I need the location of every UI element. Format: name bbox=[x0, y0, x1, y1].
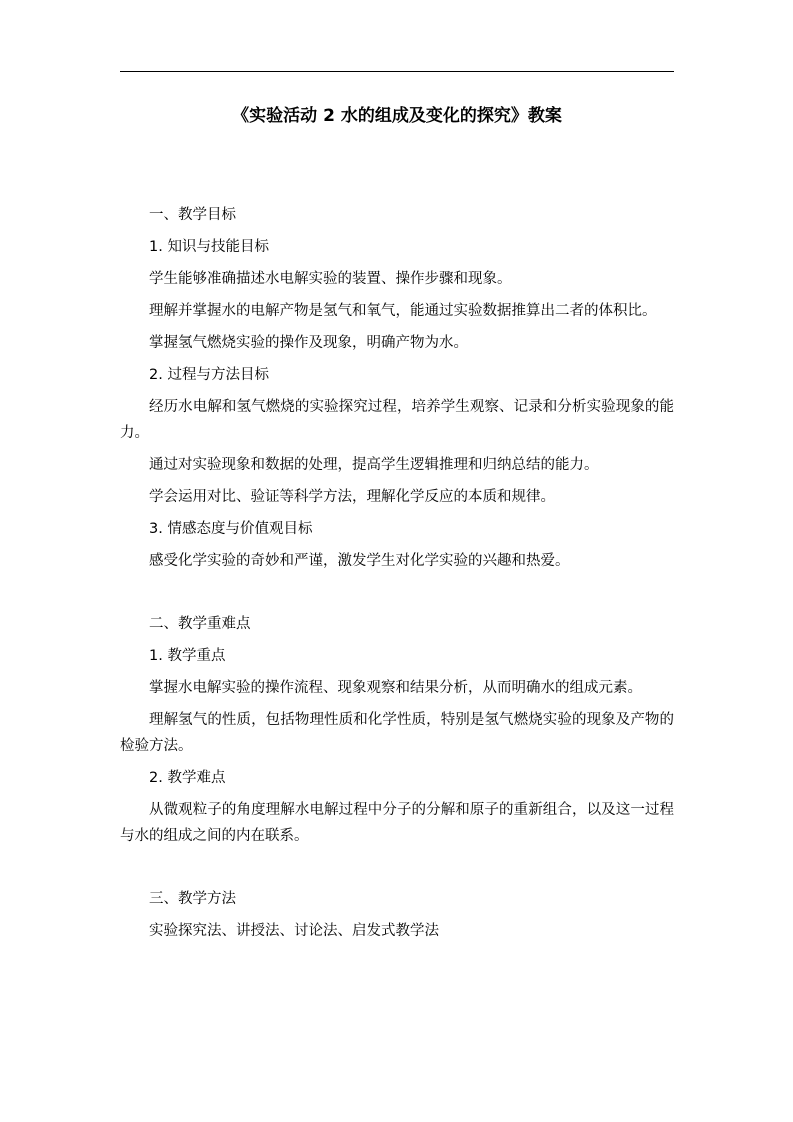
document-body bbox=[120, 202, 674, 950]
paragraph: 理解并掌握水的电解产物是氢气和氧气，能通过实验数据推算出二者的体积比。 bbox=[149, 303, 657, 319]
paragraph: 感受化学实验的奇妙和严谨，激发学生对化学实验的兴趣和热爱。 bbox=[149, 553, 570, 569]
paragraph: 理解氢气的性质，包括物理性质和化学性质，特别是氢气燃烧实验的现象及产物的检验方法。 bbox=[120, 712, 674, 754]
subsection-heading: 3. 情感态度与价值观目标 bbox=[149, 521, 313, 537]
paragraph: 掌握水电解实验的操作流程、现象观察和结果分析，从而明确水的组成元素。 bbox=[149, 680, 642, 696]
paragraph: 从微观粒子的角度理解水电解过程中分子的分解和原子的重新组合，以及这一过程与水的组成之间的内在联系。 bbox=[120, 802, 674, 844]
subsection-heading: 2. 教学难点 bbox=[149, 770, 226, 786]
section-spacer bbox=[120, 855, 674, 886]
paragraph: 掌握氢气燃烧实验的操作及现象，明确产物为水。 bbox=[149, 335, 468, 351]
subsection-heading: 2. 过程与方法目标 bbox=[149, 367, 269, 383]
subsection-heading: 1. 教学重点 bbox=[149, 648, 226, 664]
paragraph: 实验探究法、讲授法、讨论法、启发式教学法 bbox=[149, 923, 439, 939]
paragraph: 通过对实验现象和数据的处理，提高学生逻辑推理和归纳总结的能力。 bbox=[149, 457, 599, 473]
section-heading: 三、教学方法 bbox=[149, 891, 236, 907]
paragraph: 经历水电解和氢气燃烧的实验探究过程，培养学生观察、记录和分析实验现象的能力。 bbox=[120, 399, 674, 441]
document-title: 《实验活动 2 水的组成及变化的探究》教案 bbox=[232, 106, 562, 126]
section-heading: 二、教学重难点 bbox=[149, 616, 251, 632]
paragraph: 学生能够准确描述水电解实验的装置、操作步骤和现象。 bbox=[149, 271, 512, 287]
section-spacer bbox=[120, 580, 674, 611]
paragraph: 学会运用对比、验证等科学方法，理解化学反应的本质和规律。 bbox=[149, 489, 555, 505]
section-heading: 一、教学目标 bbox=[149, 207, 236, 223]
header-rule bbox=[120, 71, 674, 72]
subsection-heading: 1. 知识与技能目标 bbox=[149, 239, 269, 255]
